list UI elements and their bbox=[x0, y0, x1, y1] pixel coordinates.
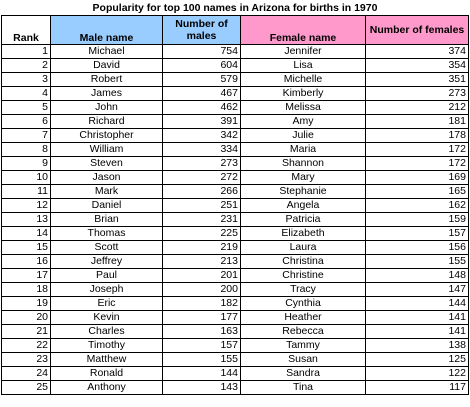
male-name-cell: Eric bbox=[51, 297, 163, 311]
rank-cell: 16 bbox=[2, 255, 51, 269]
male-name-cell: James bbox=[51, 87, 163, 101]
female-count-cell: 351 bbox=[366, 73, 469, 87]
male-count-header: Number of males bbox=[163, 16, 241, 45]
female-name-cell: Stephanie bbox=[241, 185, 366, 199]
table-row bbox=[2, 255, 469, 269]
table-row bbox=[2, 185, 469, 199]
male-count-cell: 391 bbox=[163, 115, 241, 129]
female-count-cell: 157 bbox=[366, 227, 469, 241]
table-row bbox=[2, 199, 469, 213]
male-name-cell: Christopher bbox=[51, 129, 163, 143]
male-name-cell: Timothy bbox=[51, 339, 163, 353]
table-row bbox=[2, 227, 469, 241]
female-name-cell: Laura bbox=[241, 241, 366, 255]
names-table bbox=[1, 15, 469, 395]
female-name-cell: Sandra bbox=[241, 367, 366, 381]
table-row bbox=[2, 143, 469, 157]
male-name-cell: Paul bbox=[51, 269, 163, 283]
rank-cell: 2 bbox=[2, 59, 51, 73]
female-count-cell: 141 bbox=[366, 325, 469, 339]
male-name-cell: Kevin bbox=[51, 311, 163, 325]
male-count-cell: 273 bbox=[163, 157, 241, 171]
table-row bbox=[2, 115, 469, 129]
female-name-cell: Christina bbox=[241, 255, 366, 269]
table-row bbox=[2, 157, 469, 171]
table-row bbox=[2, 171, 469, 185]
female-name-cell: Lisa bbox=[241, 59, 366, 73]
rank-cell: 23 bbox=[2, 353, 51, 367]
table-row bbox=[2, 213, 469, 227]
female-name-cell: Tina bbox=[241, 381, 366, 395]
male-name-cell: John bbox=[51, 101, 163, 115]
female-count-cell: 125 bbox=[366, 353, 469, 367]
rank-cell: 25 bbox=[2, 381, 51, 395]
rank-cell: 1 bbox=[2, 45, 51, 59]
female-count-cell: 178 bbox=[366, 129, 469, 143]
male-count-cell: 225 bbox=[163, 227, 241, 241]
male-count-cell: 219 bbox=[163, 241, 241, 255]
rank-cell: 21 bbox=[2, 325, 51, 339]
male-count-cell: 342 bbox=[163, 129, 241, 143]
table-row bbox=[2, 241, 469, 255]
female-name-cell: Kimberly bbox=[241, 87, 366, 101]
male-name-cell: David bbox=[51, 59, 163, 73]
male-name-cell: Thomas bbox=[51, 227, 163, 241]
female-count-cell: 181 bbox=[366, 115, 469, 129]
male-count-cell: 201 bbox=[163, 269, 241, 283]
female-name-cell: Maria bbox=[241, 143, 366, 157]
rank-cell: 17 bbox=[2, 269, 51, 283]
rank-cell: 7 bbox=[2, 129, 51, 143]
female-count-cell: 147 bbox=[366, 283, 469, 297]
female-count-cell: 144 bbox=[366, 297, 469, 311]
table-body bbox=[2, 45, 469, 395]
table-row bbox=[2, 367, 469, 381]
male-name-cell: Robert bbox=[51, 73, 163, 87]
female-count-cell: 165 bbox=[366, 185, 469, 199]
male-count-cell: 157 bbox=[163, 339, 241, 353]
male-count-cell: 462 bbox=[163, 101, 241, 115]
rank-cell: 12 bbox=[2, 199, 51, 213]
female-name-cell: Tracy bbox=[241, 283, 366, 297]
female-count-cell: 138 bbox=[366, 339, 469, 353]
table-row bbox=[2, 269, 469, 283]
female-count-cell: 148 bbox=[366, 269, 469, 283]
table-row bbox=[2, 339, 469, 353]
female-name-cell: Amy bbox=[241, 115, 366, 129]
female-name-header: Female name bbox=[241, 16, 366, 45]
rank-cell: 22 bbox=[2, 339, 51, 353]
male-name-cell: Michael bbox=[51, 45, 163, 59]
male-count-cell: 163 bbox=[163, 325, 241, 339]
female-count-cell: 169 bbox=[366, 171, 469, 185]
male-count-cell: 272 bbox=[163, 171, 241, 185]
rank-cell: 10 bbox=[2, 171, 51, 185]
rank-cell: 6 bbox=[2, 115, 51, 129]
rank-cell: 18 bbox=[2, 283, 51, 297]
table-row bbox=[2, 283, 469, 297]
rank-cell: 15 bbox=[2, 241, 51, 255]
female-count-header: Number of females bbox=[366, 16, 469, 45]
female-count-cell: 172 bbox=[366, 157, 469, 171]
male-count-cell: 754 bbox=[163, 45, 241, 59]
table-row bbox=[2, 311, 469, 325]
table-row bbox=[2, 325, 469, 339]
female-name-cell: Patricia bbox=[241, 213, 366, 227]
rank-cell: 3 bbox=[2, 73, 51, 87]
male-count-cell: 334 bbox=[163, 143, 241, 157]
male-count-cell: 200 bbox=[163, 283, 241, 297]
female-name-cell: Heather bbox=[241, 311, 366, 325]
table-row bbox=[2, 87, 469, 101]
male-count-cell: 231 bbox=[163, 213, 241, 227]
table-row bbox=[2, 129, 469, 143]
female-count-cell: 117 bbox=[366, 381, 469, 395]
rank-cell: 19 bbox=[2, 297, 51, 311]
table-row bbox=[2, 353, 469, 367]
header-row bbox=[2, 16, 469, 45]
male-count-cell: 266 bbox=[163, 185, 241, 199]
rank-cell: 14 bbox=[2, 227, 51, 241]
male-name-cell: Joseph bbox=[51, 283, 163, 297]
table-row bbox=[2, 101, 469, 115]
male-count-cell: 144 bbox=[163, 367, 241, 381]
female-name-cell: Christine bbox=[241, 269, 366, 283]
female-count-cell: 122 bbox=[366, 367, 469, 381]
male-name-cell: Mark bbox=[51, 185, 163, 199]
female-count-cell: 141 bbox=[366, 311, 469, 325]
female-name-cell: Elizabeth bbox=[241, 227, 366, 241]
male-name-cell: Daniel bbox=[51, 199, 163, 213]
rank-cell: 24 bbox=[2, 367, 51, 381]
rank-header: Rank bbox=[2, 16, 51, 45]
female-name-cell: Julie bbox=[241, 129, 366, 143]
female-count-cell: 273 bbox=[366, 87, 469, 101]
male-count-cell: 579 bbox=[163, 73, 241, 87]
male-name-header: Male name bbox=[51, 16, 163, 45]
female-name-cell: Melissa bbox=[241, 101, 366, 115]
male-count-cell: 467 bbox=[163, 87, 241, 101]
female-name-cell: Susan bbox=[241, 353, 366, 367]
female-name-cell: Shannon bbox=[241, 157, 366, 171]
male-name-cell: Jeffrey bbox=[51, 255, 163, 269]
female-count-cell: 374 bbox=[366, 45, 469, 59]
female-name-cell: Rebecca bbox=[241, 325, 366, 339]
rank-cell: 11 bbox=[2, 185, 51, 199]
male-name-cell: Ronald bbox=[51, 367, 163, 381]
male-name-cell: Scott bbox=[51, 241, 163, 255]
male-count-cell: 604 bbox=[163, 59, 241, 73]
female-count-cell: 155 bbox=[366, 255, 469, 269]
male-name-cell: Richard bbox=[51, 115, 163, 129]
male-name-cell: Charles bbox=[51, 325, 163, 339]
male-name-cell: Matthew bbox=[51, 353, 163, 367]
male-name-cell: Jason bbox=[51, 171, 163, 185]
female-name-cell: Michelle bbox=[241, 73, 366, 87]
rank-cell: 4 bbox=[2, 87, 51, 101]
table-row bbox=[2, 59, 469, 73]
female-name-cell: Angela bbox=[241, 199, 366, 213]
rank-cell: 8 bbox=[2, 143, 51, 157]
male-count-cell: 182 bbox=[163, 297, 241, 311]
female-count-cell: 162 bbox=[366, 199, 469, 213]
female-name-cell: Tammy bbox=[241, 339, 366, 353]
table-row bbox=[2, 297, 469, 311]
rank-cell: 20 bbox=[2, 311, 51, 325]
female-name-cell: Jennifer bbox=[241, 45, 366, 59]
table-title: Popularity for top 100 names in Arizona for births in 1970 bbox=[92, 2, 378, 14]
male-count-cell: 155 bbox=[163, 353, 241, 367]
male-name-cell: Anthony bbox=[51, 381, 163, 395]
male-name-cell: Steven bbox=[51, 157, 163, 171]
male-name-cell: Brian bbox=[51, 213, 163, 227]
rank-cell: 13 bbox=[2, 213, 51, 227]
male-name-cell: William bbox=[51, 143, 163, 157]
female-count-cell: 156 bbox=[366, 241, 469, 255]
table-row bbox=[2, 73, 469, 87]
female-name-cell: Mary bbox=[241, 171, 366, 185]
female-count-cell: 172 bbox=[366, 143, 469, 157]
rank-cell: 5 bbox=[2, 101, 51, 115]
female-count-cell: 354 bbox=[366, 59, 469, 73]
male-count-cell: 143 bbox=[163, 381, 241, 395]
table-row bbox=[2, 381, 469, 395]
female-count-cell: 212 bbox=[366, 101, 469, 115]
female-count-cell: 159 bbox=[366, 213, 469, 227]
female-name-cell: Cynthia bbox=[241, 297, 366, 311]
male-count-cell: 251 bbox=[163, 199, 241, 213]
rank-cell: 9 bbox=[2, 157, 51, 171]
male-count-cell: 213 bbox=[163, 255, 241, 269]
male-count-cell: 177 bbox=[163, 311, 241, 325]
table-row bbox=[2, 45, 469, 59]
